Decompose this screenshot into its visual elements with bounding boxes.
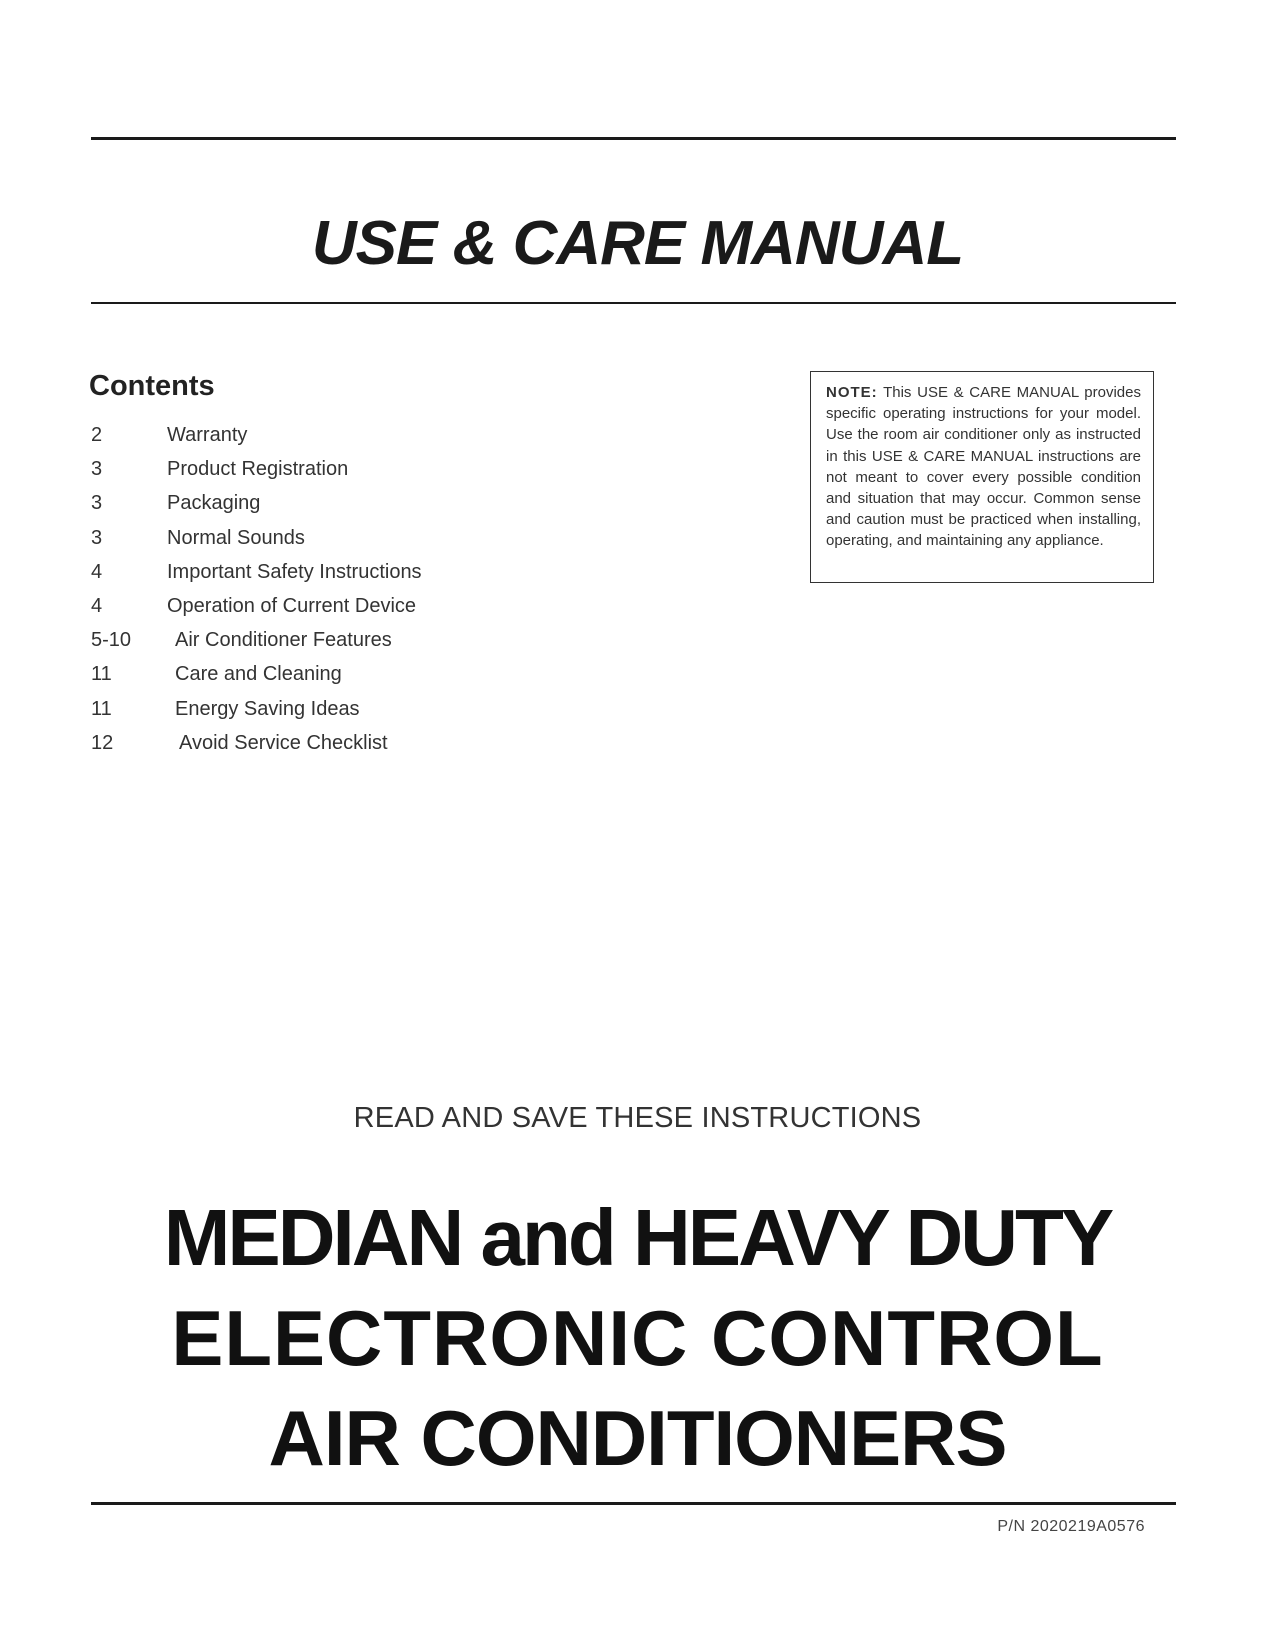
toc-label: Important Safety Instructions [167, 560, 422, 583]
toc-page-number: 3 [91, 492, 103, 515]
toc-label: Care and Cleaning [175, 663, 342, 686]
product-title [0, 1188, 1275, 1488]
toc-label: Packaging [167, 492, 261, 515]
toc-page-number: 11 [91, 697, 112, 720]
toc-page-number: 5-10 [91, 629, 132, 652]
toc-page-number: 11 [91, 663, 112, 686]
top-rule [91, 137, 1176, 140]
toc-item [91, 492, 551, 526]
toc-page-number: 4 [91, 594, 103, 617]
note-label: NOTE: [826, 384, 878, 401]
toc-page-number: 3 [91, 458, 103, 481]
toc-label: Operation of Current Device [167, 594, 417, 617]
bottom-rule [91, 1502, 1176, 1505]
toc-page-number: 2 [91, 424, 103, 446]
toc-page-number: 3 [91, 526, 103, 549]
toc-item [91, 698, 551, 732]
read-and-save-notice: READ AND SAVE THESE INSTRUCTIONS [353, 1102, 922, 1134]
toc-item [91, 629, 551, 663]
toc-label: Air Conditioner Features [175, 629, 392, 652]
toc-label: Product Registration [167, 458, 349, 481]
header-bottom-rule [91, 302, 1176, 304]
toc-label: Normal Sounds [167, 526, 305, 549]
toc-label: Warranty [167, 424, 248, 446]
toc-item [91, 527, 551, 561]
product-title-line: MEDIAN and HEAVY DUTY [163, 1193, 1112, 1282]
toc-label: Energy Saving Ideas [175, 697, 360, 720]
toc-label: Avoid Service Checklist [179, 731, 388, 754]
product-title-line: AIR CONDITIONERS [268, 1394, 1007, 1482]
toc-page-number: 4 [91, 560, 103, 583]
toc-item [91, 424, 551, 458]
toc-item [91, 561, 551, 595]
toc-item [91, 595, 551, 629]
toc-page-number: 12 [91, 731, 114, 754]
manual-title: USE & CARE MANUAL [311, 209, 964, 278]
part-number: P/N 2020219A0576 [997, 1518, 1145, 1535]
toc-item [91, 663, 551, 697]
product-title-line: ELECTRONIC CONTROL [171, 1294, 1104, 1382]
note-text: This USE & CARE MANUAL provides specific operating instructions for your model. Use the room air conditioner only as instructed in this USE & CARE MANUAL instructions are not meant to cover every possible condition and situation that may occur. Common sense and caution must be practiced when installing, operating, and maintaining any appliance. [826, 384, 1141, 550]
contents-heading: Contents [89, 370, 215, 402]
note-box [810, 371, 1154, 583]
toc-item [91, 458, 551, 492]
table-of-contents [91, 424, 551, 766]
toc-item [91, 732, 551, 766]
